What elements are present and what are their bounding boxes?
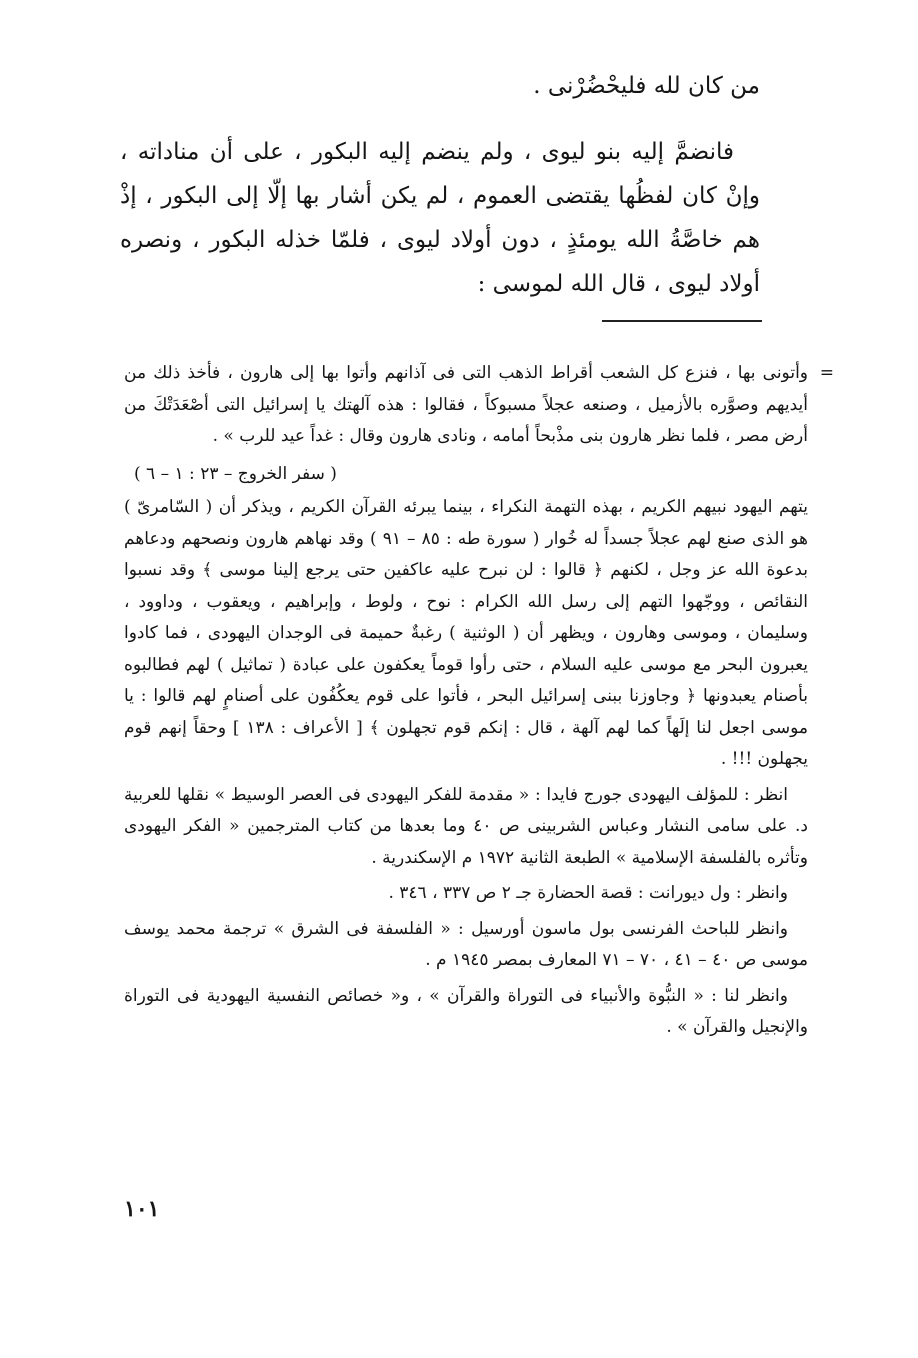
footnotes <box>124 358 834 1044</box>
reference-item: وانظر لنا : « النبُّوة والأنبياء فى التوراة والقرآن » ، و« خصائص النفسية اليهودية فى التوراة والإنجيل والقرآن » . <box>124 985 808 1037</box>
footnote-citation: ( سفر الخروج – ٢٣ : ١ – ٦ ) <box>134 463 337 484</box>
footnote-commentary: يتهم اليهود نبيهم الكريم ، بهذه التهمة النكراء ، بينما يبرئه القرآن الكريم ، ويذكر أن ( السّامرىّ ) هو الذى صنع لهم عجلاً جسداً له خُوار ( سورة طه : ٨٥ – ٩١ ) وقد نهاهم هارون ونصحهم ودعاهم بدعوة الله عز وجل ، لكنهم ﴿ قالوا : لن نبرح عليه عاكفين حتى يرجع إلينا موسى ﴾ وقد نسبوا النقائص ، ووجّهوا التهم إلى رسل الله الكرام : نوح ، ولوط ، وإبراهيم ، ويعقوب ، وداوود ، وسليمان ، وموسى وهارون ، ويظهر أن ( الوثنية ) رغبةٌ حميمة فى الوجدان اليهودى ، فما كادوا يعبرون البحر مع موسى عليه السلام ، حتى رأوا قوماً يعكفون على عبادة ( تماثيل ) لهم فطالبوه بأصنام يعبدونها ﴿ وجاوزنا ببنى إسرائيل البحر ، فأتوا على قوم يعكُفُون على أصنامٍ لهم قالوا : يا موسى اجعل لنا إلَهاً كما لهم آلهة ، قال : إنكم قوم تجهلون ﴾ [ الأعراف : ١٣٨ ] وحقاً إنهم قوم يجهلون !!! . <box>124 497 809 769</box>
footnote-separator <box>602 320 762 322</box>
intro-line: من كان لله فليحْضُرْنى . <box>533 73 760 99</box>
reference-item: انظر : للمؤلف اليهودى جورج فايدا : « مقدمة للفكر اليهودى فى العصر الوسيط » نقلها للعربية د. على سامى النشار وعباس الشربينى ص ٤٠ وما بعدها من كتاب المترجمين « الفكر اليهودى وتأثره بالفلسفة الإسلامية » الطبعة الثانية ١٩٧٢ م الإسكندرية . <box>124 784 808 868</box>
continuation-mark: = <box>819 363 834 383</box>
reference-item: وانظر للباحث الفرنسى بول ماسون أورسيل : « الفلسفة فى الشرق » ترجمة محمد يوسف موسى ص ٤٠ – ٤١ ، ٧٠ – ٧١ المعارف بمصر ١٩٤٥ م . <box>124 918 808 970</box>
main-paragraph: فانضمَّ إليه بنو ليوى ، ولم ينضم إليه البكور ، على أن مناداته ، وإنْ كان لفظُها يقتضى العموم ، لم يكن أشار بها إلّا إلى البكور ، إذْ هم خاصَّةُ الله يومئذٍ ، دون أولاد ليوى ، فلمّا خذله البكور ، ونصره أولاد ليوى ، قال الله لموسى : <box>120 139 760 297</box>
footnote-quote <box>124 358 834 453</box>
page-number: ١٠١ <box>124 1196 160 1222</box>
footnote-quote-text: وأتونى بها ، فنزع كل الشعب أقراط الذهب التى فى آذانهم وأتوا بها إلى هارون ، فأخذ ذلك من أيديهم وصوَّره بالأزميل ، وصنعه عجلاً مسبوكاً ، فقالوا : هذه آلهتك يا إسرائيل التى أصْعَدَتْكَ من أرض مصر ، فلما نظر هارون بنى مذْبحاً أمامه ، ونادى هارون وقال : غداً عيد للرب » . <box>124 363 808 446</box>
reference-item: وانظر : ول ديورانت : قصة الحضارة جـ ٢ ص ٣٣٧ ، ٣٤٦ . <box>388 883 788 903</box>
main-text <box>120 64 760 306</box>
